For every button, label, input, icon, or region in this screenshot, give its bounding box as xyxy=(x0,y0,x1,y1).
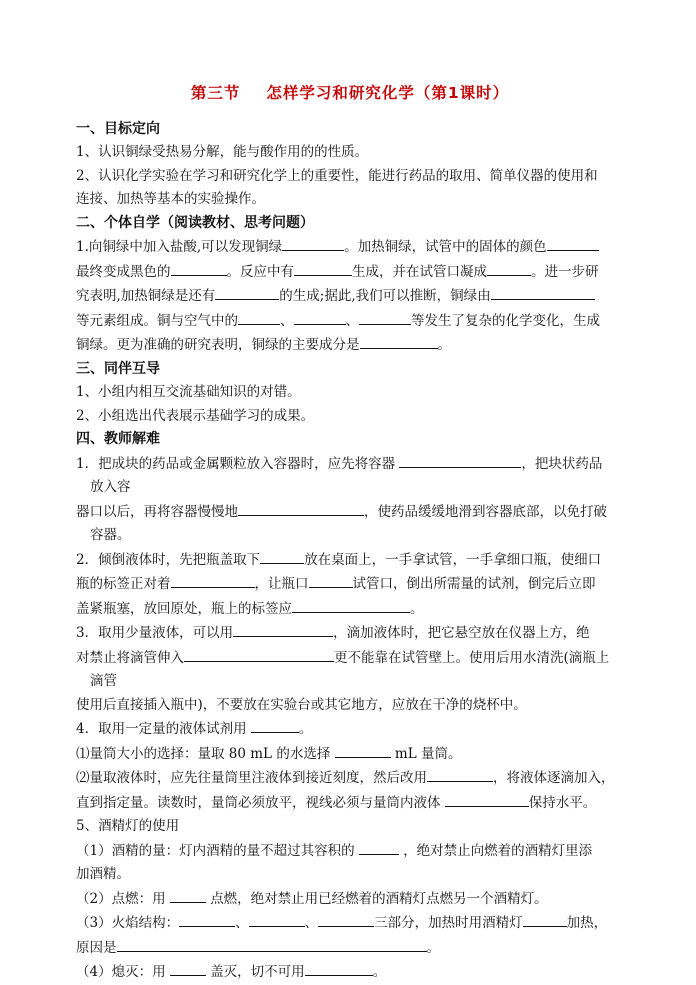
q1-line-1: 1．把成块的药品或金属颗粒放入容器时，应先将容器 ，把块状药品 xyxy=(76,452,624,477)
q3-line-3: 滴管 xyxy=(90,673,117,689)
blank-field[interactable] xyxy=(360,333,438,349)
section-heading-teacher: 四、教师解难 xyxy=(76,431,160,447)
q3-line-2: 对禁止将滴管伸入 更不能靠在试管壁上。使用后用水清洗(滴瓶上 xyxy=(76,646,624,671)
goal-line-2: 2、认识化学实验在学习和研究化学上的重要性，能进行药品的取用、简单仪器的使用和 xyxy=(76,167,598,184)
q2-line-2: 瓶的标签正对着 ，让瓶口 试管口，倒出所需量的试剂，倒完后立即 xyxy=(76,572,624,597)
q2-line-3: 盖紧瓶塞，放回原处，瓶上的标签应 。 xyxy=(76,597,624,622)
blank-field[interactable] xyxy=(294,260,352,276)
blank-field[interactable] xyxy=(171,260,227,276)
blank-field[interactable] xyxy=(487,260,531,276)
q5-heading: 5、酒精灯的使用 xyxy=(76,818,180,834)
blank-field[interactable] xyxy=(170,960,206,976)
blank-field[interactable] xyxy=(249,911,305,927)
blank-field[interactable] xyxy=(260,548,304,564)
blank-field[interactable] xyxy=(215,284,279,300)
blank-field[interactable] xyxy=(305,960,373,976)
section-heading-goals: 一、目标定向 xyxy=(76,120,160,137)
blank-field[interactable] xyxy=(427,766,493,782)
blank-field[interactable] xyxy=(359,839,399,855)
blank-field[interactable] xyxy=(309,572,353,588)
q5-line-5: 原因是 。 xyxy=(76,936,624,961)
blank-field[interactable] xyxy=(359,309,411,325)
q5-line-2: 加酒精。 xyxy=(76,866,130,882)
q3-line-1: 3．取用少量液体，可以用 ，滴加液体时，把它悬空放在仪器上方，绝 xyxy=(76,621,624,646)
blank-field[interactable] xyxy=(117,936,427,952)
title-text: 怎样学习和研究化学（第1课时） xyxy=(266,84,510,102)
selfstudy-line-4: 等元素组成。铜与空气中的 、 、 等发生了复杂的化学变化，生成 xyxy=(76,309,624,334)
blank-field[interactable] xyxy=(547,235,599,251)
goal-line-1: 1、认识铜绿受热易分解，能与酸作用的的性质。 xyxy=(76,144,369,160)
peer-line-2: 2、小组选出代表展示基础学习的成果。 xyxy=(76,407,315,424)
blank-field[interactable] xyxy=(318,911,374,927)
goal-line-3: 连接、加热等基本的实验操作。 xyxy=(76,191,265,207)
blank-field[interactable] xyxy=(238,500,364,516)
blank-field[interactable] xyxy=(294,309,346,325)
blank-field[interactable] xyxy=(292,597,410,613)
blank-field[interactable] xyxy=(491,284,595,300)
q1-line-2: 放入容 xyxy=(90,479,131,495)
blank-field[interactable] xyxy=(179,911,235,927)
blank-field[interactable] xyxy=(170,887,206,903)
selfstudy-line-5: 铜绿。更为准确的研究表明，铜绿的主要成分是 。 xyxy=(76,333,624,358)
blank-field[interactable] xyxy=(335,742,391,758)
selfstudy-line-3: 究表明,加热铜绿是还有 的生成;据此,我们可以推断，铜绿由 xyxy=(76,284,624,309)
q1-line-3: 器口以后，再将容器慢慢地 ，使药品缓缓地滑到容器底部，以免打破 xyxy=(76,500,624,525)
q1-line-4: 容器。 xyxy=(90,527,131,543)
q2-line-1: 2．倾倒液体时，先把瓶盖取下 放在桌面上，一手拿试管，一手拿细口瓶，使细口 xyxy=(76,548,624,573)
q4-line-3: ⑵量取液体时，应先往量筒里注液体到接近刻度，然后改用 ，将液体逐滴加入， xyxy=(76,766,624,791)
title-section: 第三节 xyxy=(190,84,241,102)
q5-line-6: （4）熄灭：用 盖灭，切不可用 。 xyxy=(76,960,624,985)
page-title xyxy=(76,82,624,106)
blank-field[interactable] xyxy=(523,911,567,927)
worksheet-page xyxy=(76,82,624,985)
blank-field[interactable] xyxy=(171,572,255,588)
selfstudy-line-2: 最终变成黑色的 。反应中有 生成，并在试管口凝成 。进一步研 xyxy=(76,260,624,285)
q4-line-1: 4．取用一定量的液体试剂用 。 xyxy=(76,717,624,742)
section-heading-peer: 三、同伴互导 xyxy=(76,360,160,377)
selfstudy-line-1: 1.向铜绿中加入盐酸,可以发现铜绿 。加热铜绿，试管中的固体的颜色 xyxy=(76,235,624,260)
section-heading-selfstudy: 二、个体自学（阅读教材、思考问题） xyxy=(76,214,314,231)
blank-field[interactable] xyxy=(399,452,521,468)
blank-field[interactable] xyxy=(238,309,280,325)
blank-field[interactable] xyxy=(184,646,334,662)
q3-line-4: 使用后直接插入瓶中)，不要放在实验台或其它地方，应放在干净的烧杯中。 xyxy=(76,696,527,713)
q5-line-3: （2）点燃：用 点燃，绝对禁止用已经燃着的酒精灯点燃另一个酒精灯。 xyxy=(76,887,624,912)
blank-field[interactable] xyxy=(233,621,333,637)
peer-line-1: 1、小组内相互交流基础知识的对错。 xyxy=(76,384,301,400)
q5-line-4: （3）火焰结构： 、 、 三部分，加热时用酒精灯 加热， xyxy=(76,911,624,936)
blank-field[interactable] xyxy=(445,791,529,807)
q5-line-1: （1）酒精的量：灯内酒精的量不超过其容积的 ，绝对禁止向燃着的酒精灯里添 xyxy=(76,839,624,864)
blank-field[interactable] xyxy=(251,717,299,733)
q4-line-4: 直到指定量。读数时，量筒必须放平，视线必须与量筒内液体 保持水平。 xyxy=(76,791,624,816)
q4-line-2: ⑴量筒大小的选择：量取 80 mL 的水选择 mL 量筒。 xyxy=(76,742,624,767)
blank-field[interactable] xyxy=(282,235,344,251)
